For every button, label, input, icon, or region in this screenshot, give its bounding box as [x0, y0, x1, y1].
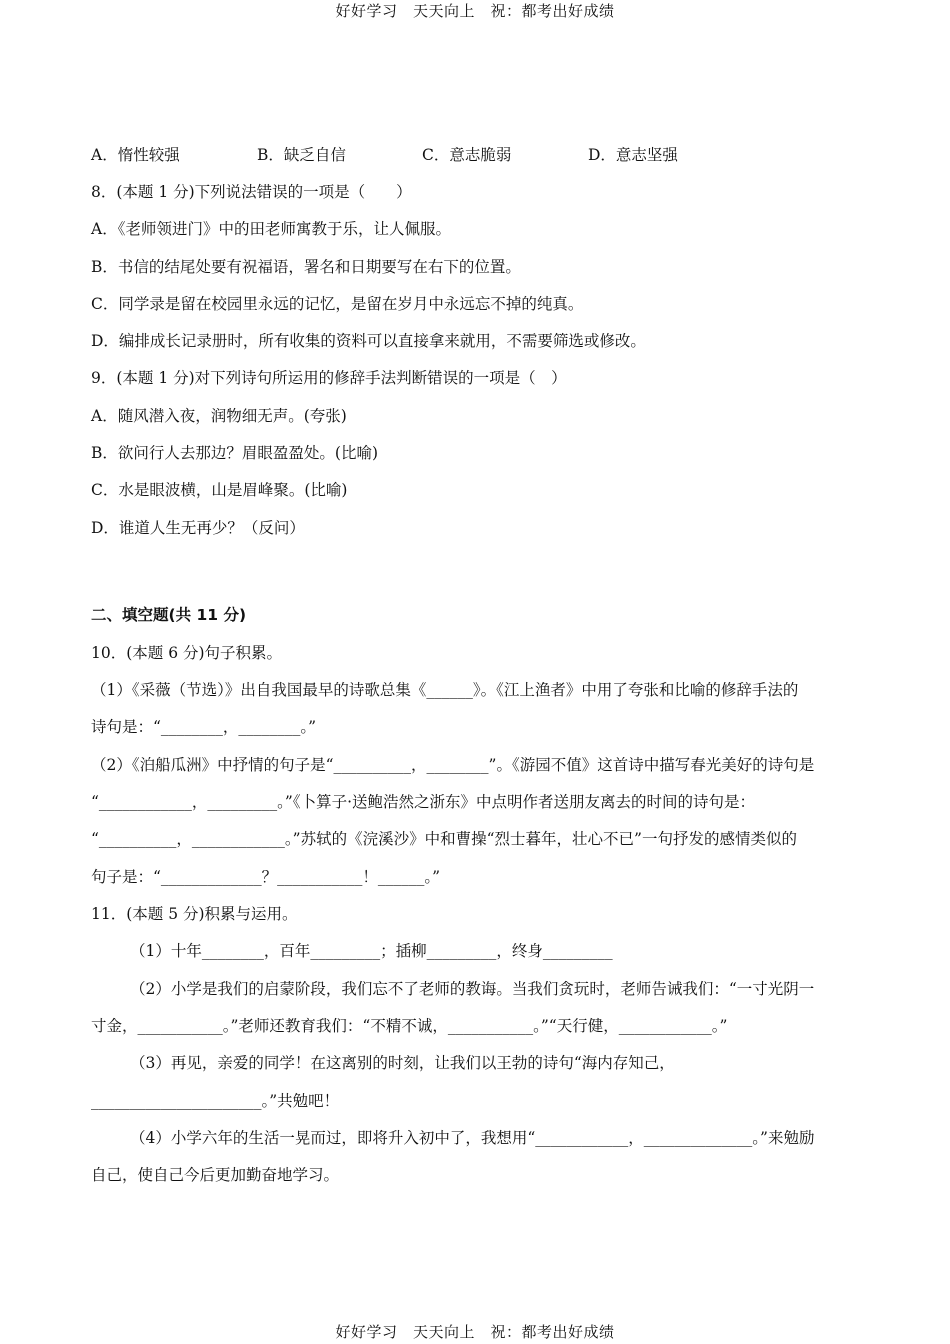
q11-stem: 11．(本题 5 分)积累与运用。	[91, 905, 298, 923]
q9-stem: 9．(本题 1 分)对下列诗句所运用的修辞手法判断错误的一项是（ ）	[91, 369, 567, 387]
q10-line-3: （2）《泊船瓜洲》中抒情的句子是“__________，________”。《游园不值》这首诗中描写春光美好的诗句是	[91, 756, 815, 774]
q11-line-1: （1）十年________，百年_________；插柳_________，终身_________	[130, 942, 613, 960]
q10-stem: 10．(本题 6 分)句子积累。	[91, 644, 283, 662]
q9-option-c[interactable]: C．水是眼波横，山是眉峰聚。(比喻)	[91, 481, 348, 499]
q8-option-b[interactable]: B．书信的结尾处要有祝福语，署名和日期要写在右下的位置。	[91, 258, 521, 276]
q9-option-d[interactable]: D．谁道人生无再少？（反问）	[91, 519, 305, 537]
q8-option-d[interactable]: D．编排成长记录册时，所有收集的资料可以直接拿来就用，不需要筛选或修改。	[91, 332, 646, 350]
page-footer: 好好学习 天天向上 祝：都考出好成绩	[335, 1323, 615, 1341]
q7-option-c[interactable]: C．意志脆弱	[422, 146, 512, 164]
q11-line-2: （2）小学是我们的启蒙阶段，我们忘不了老师的教诲。当我们贪玩时，老师告诫我们：“一寸光阴一	[130, 980, 815, 998]
q8-option-c[interactable]: C．同学录是留在校园里永远的记忆，是留在岁月中永远忘不掉的纯真。	[91, 295, 584, 313]
q9-option-a[interactable]: A．随风潜入夜，润物细无声。(夸张)	[91, 407, 347, 425]
q11-line-4: （3）再见，亲爱的同学！在这离别的时刻，让我们以王勃的诗句“海内存知己，	[130, 1054, 675, 1072]
q11-line-3: 寸金，___________。”老师还教育我们：“不精不诚，___________。”“天行健，____________。”	[91, 1017, 728, 1035]
q7-option-b[interactable]: B．缺乏自信	[257, 146, 346, 164]
q10-line-4: “____________，_________。”《卜算子·送鲍浩然之浙东》中点明作者送朋友离去的时间的诗句是：	[91, 793, 756, 811]
section-title: 二、填空题(共 11 分)	[91, 606, 247, 624]
q10-line-5: “__________，____________。”苏轼的《浣溪沙》中和曹操“烈士暮年，壮心不已”一句抒发的感情类似的	[91, 830, 797, 848]
q7-option-a[interactable]: A．惰性较强	[91, 146, 180, 164]
q8-stem: 8．(本题 1 分)下列说法错误的一项是（ ）	[91, 183, 412, 201]
page-header: 好好学习 天天向上 祝：都考出好成绩	[335, 2, 615, 20]
q7-option-d[interactable]: D．意志坚强	[588, 146, 678, 164]
q8-option-a[interactable]: A．《老师领进门》中的田老师寓教于乐，让人佩服。	[91, 220, 451, 238]
q10-line-1: （1）《采薇（节选）》出自我国最早的诗歌总集《______》。《江上渔者》中用了夸张和比喻的修辞手法的	[91, 681, 799, 699]
q11-line-6: （4）小学六年的生活一晃而过，即将升入初中了，我想用“____________，______________。”来勉励	[130, 1129, 815, 1147]
q7-options	[0, 145, 950, 165]
q10-line-2: 诗句是：“________，________。”	[91, 718, 317, 736]
q11-line-7: 自己，使自己今后更加勤奋地学习。	[91, 1166, 340, 1184]
q11-line-5: ______________________。”共勉吧！	[91, 1092, 340, 1110]
q10-line-6: 句子是：“_____________？___________！______。”	[91, 868, 441, 886]
q9-option-b[interactable]: B．欲问行人去那边？眉眼盈盈处。(比喻)	[91, 444, 378, 462]
